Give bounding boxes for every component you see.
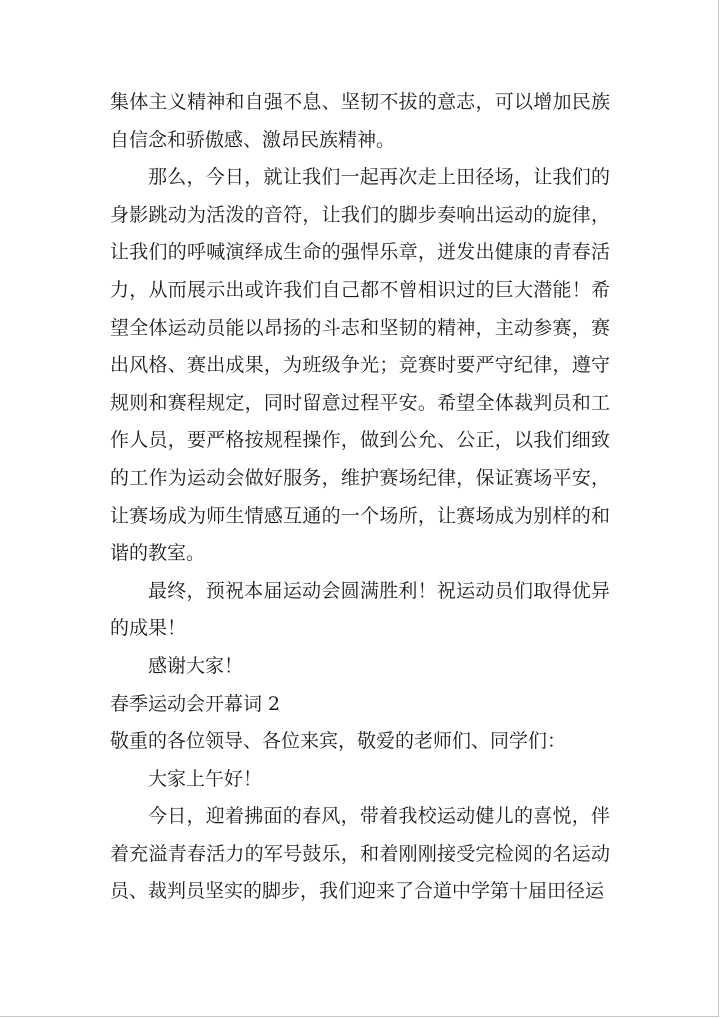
paragraph-opening: 今日，迎着拂面的春风，带着我校运动健儿的喜悦，伴着充溢青春活力的军号鼓乐，和着刚刚接受完检阅的名运动员、裁判员坚实的脚步，我们迎来了合道中学第十届田径运 [110,805,610,903]
paragraph-call-to-action: 那么，今日，就让我们一起再次走上田径场，让我们的身影跳动为活泼的音符，让我们的脚步奏响出运动的旋律，让我们的呼喊演绎成生命的强悍乐章，迸发出健康的青春活力，从而展示出或许我们自己都不曾相识过的巨大潜能！希望全体运动员能以昂扬的斗志和坚韧的精神，主动参赛，赛出风格、赛出成果，为班级争光；竞赛时要严守纪律，遵守规则和赛程规定，同时留意过程平安。希望全体裁判员和工作人员，要严格按规程操作，做到公允、公正，以我们细致的工作为运动会做好服务，维护赛场纪律，保证赛场平安，让赛场成为师生情感互通的一个场所，让赛场成为别样的和谐的教室。 [110,166,610,565]
document-body [110,84,610,911]
paragraph-national-spirit: 集体主义精神和自强不息、坚韧不拔的意志，可以增加民族自信念和骄傲感、激昂民族精神。 [110,91,610,151]
greeting-line: 敬重的各位领导、各位来宾，敬爱的老师们、同学们： [110,730,567,753]
section-title: 春季运动会开幕词 2 [110,692,281,715]
salutation-line: 大家上午好！ [148,767,263,790]
paragraph-thanks: 感谢大家！ [148,654,244,677]
paragraph-closing-wishes: 最终，预祝本届运动会圆满胜利！祝运动员们取得优异的成果！ [110,579,610,640]
